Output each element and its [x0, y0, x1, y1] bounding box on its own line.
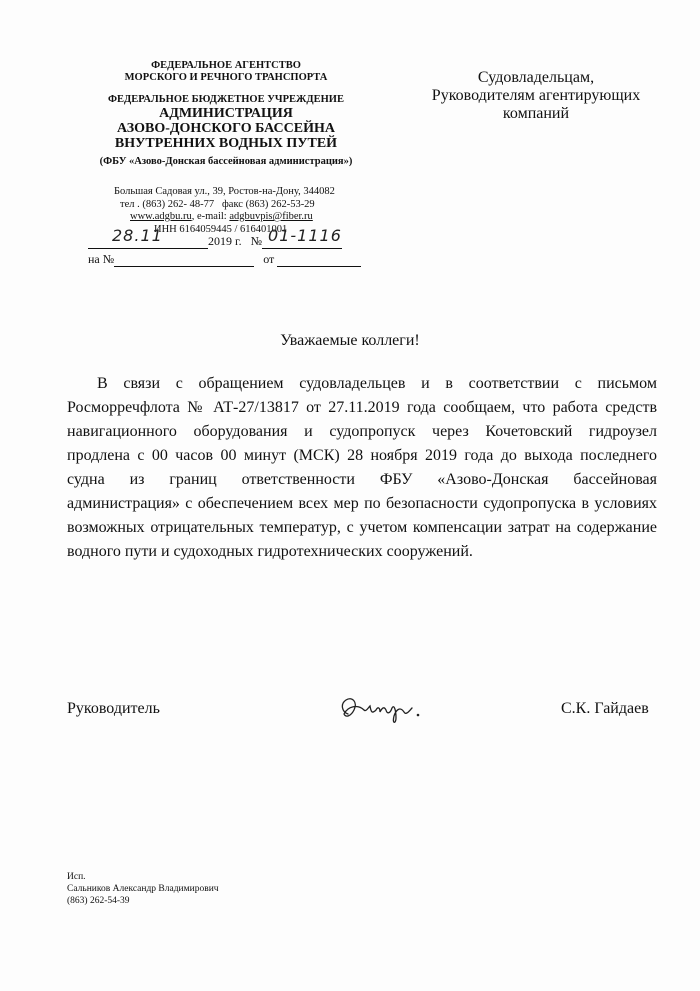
short-name: (ФБУ «Азово-Донская бассейновая администрация») — [99, 156, 353, 167]
email-label: , e-mail: — [191, 211, 227, 222]
body-line-5: судна из границ ответственности ФБУ «Азово-Донская бассейновая — [67, 471, 657, 488]
fax: факс (863) 262-53-29 — [221, 198, 315, 210]
agency-line-2: МОРСКОГО И РЕЧНОГО ТРАНСПОРТА — [124, 72, 328, 83]
admin-line-3: ВНУТРЕННИХ ВОДНЫХ ПУТЕЙ — [114, 136, 338, 151]
body-line-4: продлена с 00 часов 00 минут (МСК) 28 ноября 2019 года до выхода последнего — [67, 447, 657, 464]
body-line-6: администрация» с обеспечением всех мер по безопасности судопропуска в условиях — [67, 495, 657, 512]
letter-body — [67, 372, 657, 564]
date-handwritten: 28.11 — [112, 226, 163, 245]
institution-type: ФЕДЕРАЛЬНОЕ БЮДЖЕТНОЕ УЧРЕЖДЕНИЕ — [108, 94, 344, 105]
admin-line-2: АЗОВО-ДОНСКОГО БАССЕЙНА — [116, 121, 336, 136]
body-line-7: возможных отрицательных температур, с учетом компенсации затрат на содержание — [67, 519, 657, 536]
signatory-name: С.К. Гайдаев — [561, 700, 649, 717]
recipient-line-3: компаний — [502, 105, 570, 122]
address: Большая Садовая ул., 39, Ростов-на-Дону, 344082 — [114, 186, 335, 197]
executor-label: Исп. — [67, 872, 86, 882]
body-line-2: Росморречфлота № АТ-27/13817 от 27.11.2019 года сообщаем, что работа средств — [67, 399, 657, 416]
recipient-line-1: Судовладельцам, — [477, 69, 595, 86]
executor-name: Сальников Александр Владимирович — [67, 884, 219, 894]
body-line-8: водного пути и судоходных гидротехнических сооружений. — [67, 543, 473, 560]
ref-number-field — [114, 252, 254, 267]
recipient-line-2: Руководителям агентирующих — [431, 87, 641, 104]
admin-line-1: АДМИНИСТРАЦИЯ — [159, 106, 293, 121]
ref-from-label: от — [263, 252, 275, 266]
greeting: Уважаемые коллеги! — [280, 332, 420, 349]
executor-block — [67, 871, 219, 907]
number-field — [262, 226, 342, 249]
executor-phone: (863) 262-54-39 — [67, 896, 130, 906]
date-field — [88, 226, 208, 249]
handwritten-signature — [334, 688, 426, 728]
year-suffix: 2019 г. — [208, 234, 242, 248]
ref-date-field — [277, 252, 361, 267]
signatory-title: Руководитель — [67, 700, 160, 717]
reference-line — [88, 252, 378, 270]
email-link[interactable]: adgbuvpis@fiber.ru — [229, 211, 313, 222]
website-link[interactable]: www.adgbu.ru — [130, 211, 192, 222]
recipient-block — [416, 69, 656, 123]
number-label: № — [250, 234, 263, 248]
body-line-3: навигационного оборудования и судопропуск через Кочетовский гидроузел — [67, 423, 657, 440]
number-handwritten: 01-1116 — [268, 226, 342, 245]
web-email-line — [114, 211, 335, 224]
phone: тел . (863) 262- 48-77 — [120, 198, 215, 210]
inn: ИНН 6164059445 / 616401001 — [154, 223, 288, 235]
body-line-1: В связи с обращением судовладельцев и в соответствии с письмом — [97, 375, 657, 392]
agency-line-1: ФЕДЕРАЛЬНОЕ АГЕНТСТВО — [151, 60, 301, 71]
ref-label: на № — [88, 252, 115, 266]
phone-fax-line — [114, 199, 335, 212]
